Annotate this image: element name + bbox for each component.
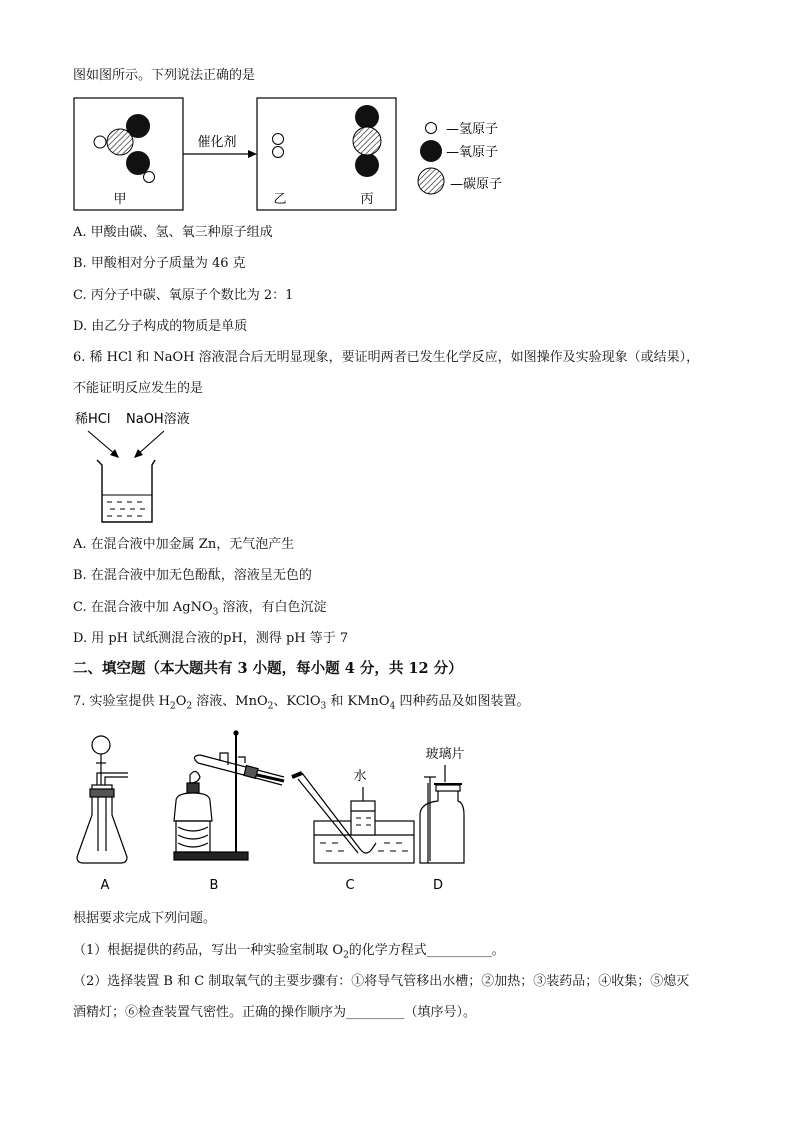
q5-option-c: C. 丙分子中碳、氧原子个数比为 2：1 [73, 288, 294, 303]
q6-stem-line1: 6. 稀 HCl 和 NaOH 溶液混合后无明显现象，要证明两者已发生化学反应，如图操作及实验现象（或结果）， [73, 350, 700, 365]
hydrogen-atom-icon [426, 123, 437, 134]
q7-stem: 7. 实验室提供 $H_2O_2$ 溶液、MnO$_2$、KClO$_3$ 和 KMnO$_4$ 四种药品及如图装置。 [73, 694, 530, 712]
oxygen-atom-icon [420, 140, 442, 162]
q7-sub2-line2: 酒精灯；⑥检查装置气密性。正确的操作顺序为_________（填序号）。 [73, 1005, 477, 1020]
section-title: 二、填空题（本大题共有 3 小题，每小题 4 分，共 12 分） [73, 660, 463, 677]
q6-option-c: C. 在混合液中加 AgNO$_3$ 溶液，有白色沉淀 [73, 600, 327, 618]
legend-oxygen: —氧原子 [446, 145, 499, 160]
hydrogen-atom-icon [94, 136, 106, 148]
label-dilute-hcl: 稀HCl [75, 412, 111, 427]
label-yi: 乙 [273, 192, 287, 207]
q6-option-a: A. 在混合液中加金属 Zn，无气泡产生 [73, 537, 295, 552]
q6-stem-line2: 不能证明反应发生的是 [73, 381, 204, 396]
label-glass-plate: 玻璃片 [425, 747, 465, 762]
legend-carbon: —碳原子 [450, 177, 503, 192]
q5-option-b: B. 甲酸相对分子质量为 46 克 [73, 256, 246, 271]
oxygen-atom-icon [126, 151, 150, 175]
carbon-atom-icon [418, 168, 444, 194]
molecule-reaction-diagram [70, 93, 530, 215]
catalyst-label: 催化剂 [197, 135, 237, 150]
apparatus-d-gas-jar-icon [420, 765, 464, 863]
arrow-icon [248, 150, 257, 158]
carbon-atom-icon [353, 127, 381, 155]
oxygen-atom-icon [355, 105, 379, 129]
legend-hydrogen: —氢原子 [446, 122, 499, 137]
q5-option-d: D. 由乙分子构成的物质是单质 [73, 319, 248, 334]
label-d: D [432, 878, 444, 893]
label-bing: 丙 [360, 192, 374, 207]
lab-apparatus-diagram [70, 725, 490, 897]
label-a: A [100, 878, 110, 893]
q6-option-b: B. 在混合液中加无色酚酞，溶液呈无色的 [73, 568, 312, 583]
q6-option-d: D. 用 pH 试纸测混合液的pH，测得 pH 等于 7 [73, 631, 349, 646]
label-naoh-solution: NaOH溶液 [126, 412, 190, 427]
label-water: 水 [353, 769, 367, 784]
q7-sub1: （1）根据提供的药品，写出一种实验室制取 $O_2$的化学方程式__________。 [73, 943, 505, 961]
oxygen-atom-icon [355, 153, 379, 177]
q7-prompt: 根据要求完成下列问题。 [73, 911, 217, 926]
hydrogen-atom-icon [273, 147, 284, 158]
label-c: C [345, 878, 355, 893]
beaker-icon [97, 460, 155, 522]
q5-option-a: A. 甲酸由碳、氢、氧三种原子组成 [73, 225, 273, 240]
hydrogen-atom-icon [273, 134, 284, 145]
hydrogen-atom-icon [144, 172, 155, 183]
label-jia: 甲 [113, 192, 127, 207]
apparatus-a-flask-icon [77, 736, 128, 863]
q5-intro: 图如图所示。下列说法正确的是 [73, 68, 256, 83]
apparatus-c-trough-icon [292, 773, 414, 863]
apparatus-b-heating-icon [174, 731, 284, 860]
label-b: B [209, 878, 219, 893]
q7-sub2-line1: （2）选择装置 B 和 C 制取氧气的主要步骤有：①将导气管移出水槽；②加热；③装药品；④收集；⑤熄灭 [73, 974, 690, 989]
beaker-diagram [70, 405, 210, 529]
carbon-atom-icon [107, 129, 133, 155]
